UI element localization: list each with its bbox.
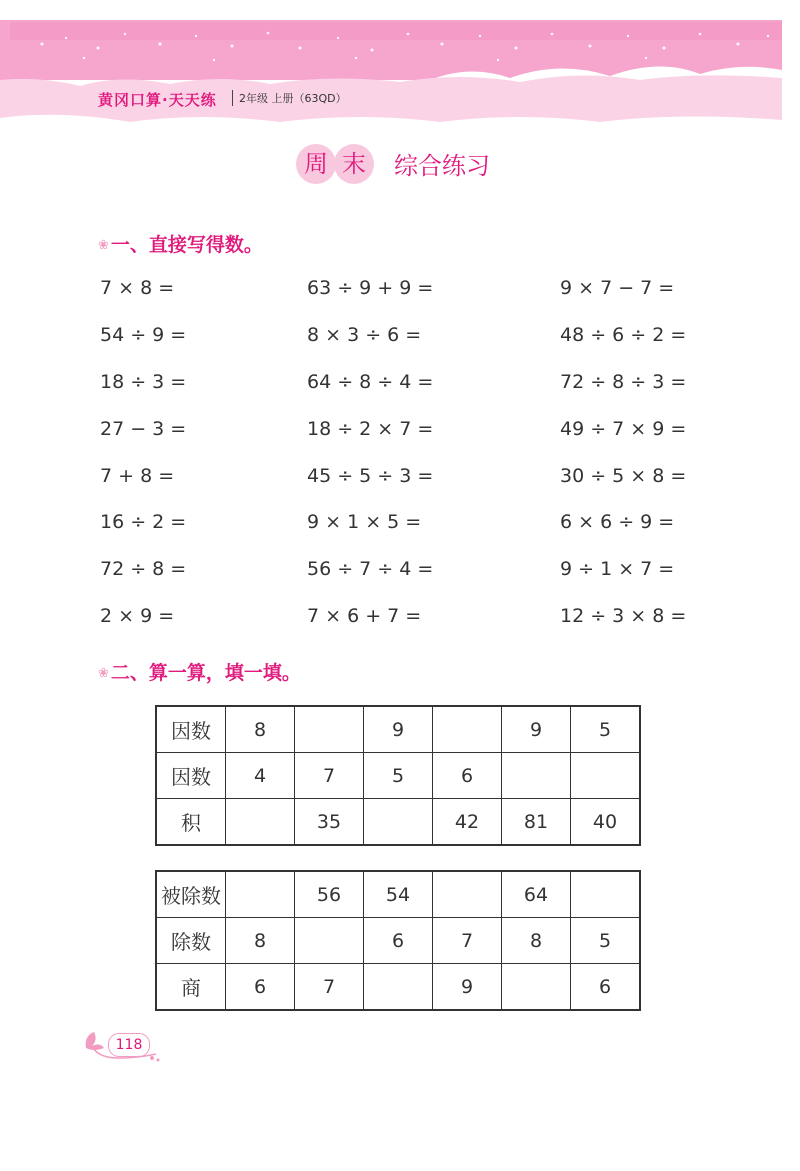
table-row [156,918,640,964]
section-2-heading [98,658,301,685]
problem: 56 ÷ 7 ÷ 4 = [307,558,434,580]
table-cell[interactable]: 5 [571,706,641,753]
table-cell[interactable]: 35 [295,799,364,846]
flower-icon: ❀ [98,238,109,253]
section-2-heading-text: 二、算一算，填一填。 [110,662,301,684]
table-cell[interactable]: 9 [502,706,571,753]
problem: 72 ÷ 8 ÷ 3 = [560,371,687,393]
problem: 12 ÷ 3 × 8 = [560,605,687,627]
row-label: 除数 [156,918,226,964]
problem: 9 × 1 × 5 = [307,511,422,533]
table-cell[interactable]: 7 [433,918,502,964]
table-cell[interactable]: 8 [226,918,295,964]
table-cell[interactable] [502,964,571,1011]
table-cell[interactable]: 8 [226,706,295,753]
table-cell[interactable]: 9 [433,964,502,1011]
problem: 7 + 8 = [100,465,175,487]
series-title: 黄冈口算·天天练 [98,91,217,109]
table-row [156,753,640,799]
title-char-2: 末 [334,144,374,184]
grade-info: 2年级 上册（63QD） [239,92,347,105]
table-row [156,799,640,846]
problem: 63 ÷ 9 + 9 = [307,277,434,299]
section-1-heading-text: 一、直接写得数。 [110,234,263,256]
division-table [155,870,641,1011]
table-cell[interactable] [571,753,641,799]
problem: 9 ÷ 1 × 7 = [560,558,675,580]
page-number: 118 [108,1033,150,1057]
problem: 30 ÷ 5 × 8 = [560,465,687,487]
table-cell[interactable]: 6 [364,918,433,964]
table-cell[interactable]: 9 [364,706,433,753]
problem: 2 × 9 = [100,605,175,627]
table-cell[interactable]: 5 [571,918,641,964]
row-label: 因数 [156,753,226,799]
table-cell[interactable] [571,871,641,918]
table-cell[interactable] [502,753,571,799]
table-cell[interactable]: 6 [226,964,295,1011]
table-cell[interactable]: 6 [571,964,641,1011]
table-cell[interactable]: 7 [295,753,364,799]
flower-icon: ❀ [98,666,109,681]
header-cloud-background [0,0,800,130]
table-cell[interactable]: 42 [433,799,502,846]
table-row [156,871,640,918]
table-cell[interactable] [364,964,433,1011]
problem: 27 − 3 = [100,418,187,440]
table-cell[interactable]: 56 [295,871,364,918]
problem: 49 ÷ 7 × 9 = [560,418,687,440]
title-char-1: 周 [296,144,336,184]
table-row [156,964,640,1011]
row-label: 因数 [156,706,226,753]
problem: 8 × 3 ÷ 6 = [307,324,422,346]
table-cell[interactable] [295,918,364,964]
table-cell[interactable] [364,799,433,846]
row-label: 被除数 [156,871,226,918]
multiplication-table [155,705,641,846]
table-cell[interactable] [226,871,295,918]
header-banner [0,0,800,130]
table-cell[interactable]: 81 [502,799,571,846]
table-cell[interactable]: 54 [364,871,433,918]
table-cell[interactable] [295,706,364,753]
problem: 72 ÷ 8 = [100,558,187,580]
table-cell[interactable]: 64 [502,871,571,918]
table-cell[interactable] [433,871,502,918]
problem: 45 ÷ 5 ÷ 3 = [307,465,434,487]
row-label: 积 [156,799,226,846]
table-row [156,706,640,753]
header-divider [232,90,233,106]
table-cell[interactable] [433,706,502,753]
row-label: 商 [156,964,226,1011]
problem: 7 × 8 = [100,277,175,299]
table-cell[interactable]: 7 [295,964,364,1011]
problem: 18 ÷ 3 = [100,371,187,393]
problem: 6 × 6 ÷ 9 = [560,511,675,533]
table-cell[interactable]: 6 [433,753,502,799]
title-subtitle: 综合练习 [394,152,490,180]
problem: 18 ÷ 2 × 7 = [307,418,434,440]
problem: 54 ÷ 9 = [100,324,187,346]
problem: 16 ÷ 2 = [100,511,187,533]
problem: 64 ÷ 8 ÷ 4 = [307,371,434,393]
table-cell[interactable]: 4 [226,753,295,799]
problem: 9 × 7 − 7 = [560,277,675,299]
table-cell[interactable]: 8 [502,918,571,964]
table-cell[interactable] [226,799,295,846]
table-cell[interactable]: 5 [364,753,433,799]
table-cell[interactable]: 40 [571,799,641,846]
problem: 48 ÷ 6 ÷ 2 = [560,324,687,346]
section-1-heading [98,230,263,257]
problem: 7 × 6 + 7 = [307,605,422,627]
